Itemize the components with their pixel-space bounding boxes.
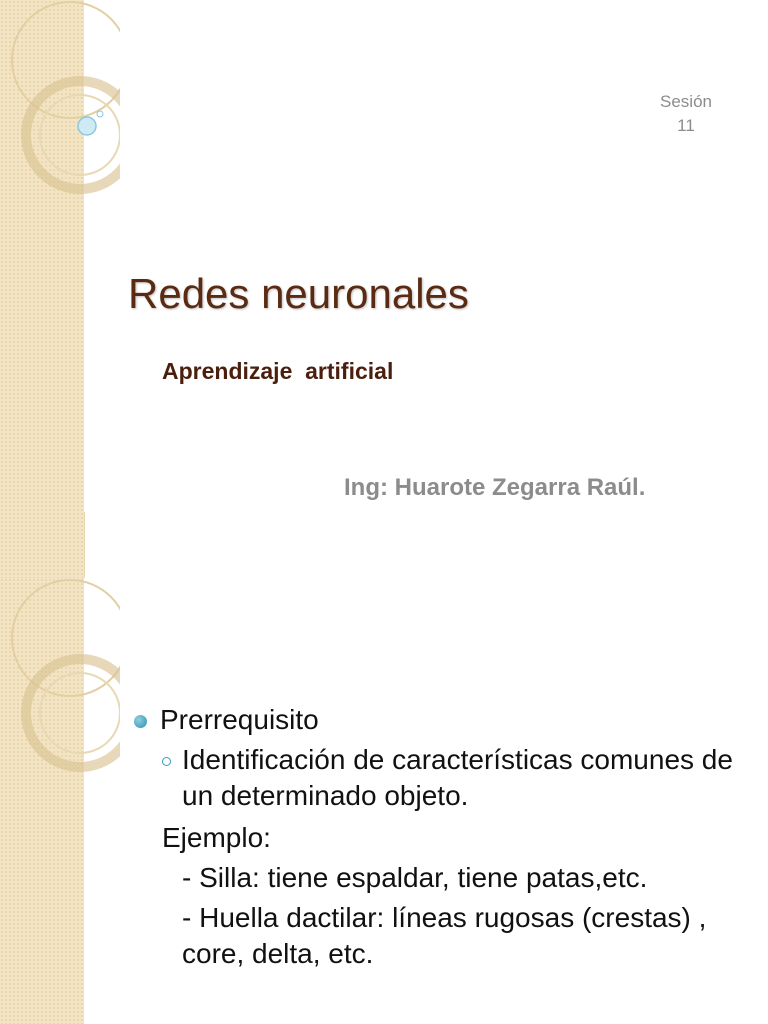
example-label: Ejemplo:: [162, 822, 271, 853]
bubble-small: [97, 111, 103, 117]
decorative-rings: [0, 0, 120, 200]
sub-bullet-text: Identificación de características comunes de un determinado objeto.: [182, 744, 733, 811]
ring-inner: [40, 95, 120, 175]
slide-subtitle: Aprendizaje artificial: [162, 358, 394, 384]
sidebar-gap: [0, 512, 84, 578]
content-body: [134, 702, 754, 972]
bullet-main-text: Prerrequisito: [160, 704, 319, 735]
decorative-rings-2: [0, 578, 120, 778]
slide-title-text: Redes neuronales: [128, 270, 469, 317]
bullet-ring-icon: [162, 757, 171, 766]
sub-bullet: [134, 742, 754, 814]
author-line: Ing: Huarote Zegarra Raúl.: [344, 474, 646, 501]
bubble-large: [78, 117, 96, 135]
session-label: [660, 90, 712, 138]
session-number: 11: [677, 116, 695, 135]
bullet-prerrequisito: [134, 702, 754, 738]
example-item: - Huella dactilar: líneas rugosas (crestas) , core, delta, etc.: [182, 902, 707, 969]
ring-outer-top: [12, 2, 120, 118]
session-label-text: Sesión: [660, 92, 712, 111]
bullet-dot-icon: [134, 715, 147, 728]
ring-outer-top-2: [12, 580, 120, 696]
example-item: - Silla: tiene espaldar, tiene patas,etc.: [182, 862, 648, 893]
ring-inner-2: [40, 673, 120, 753]
slide-content: [0, 578, 768, 1024]
